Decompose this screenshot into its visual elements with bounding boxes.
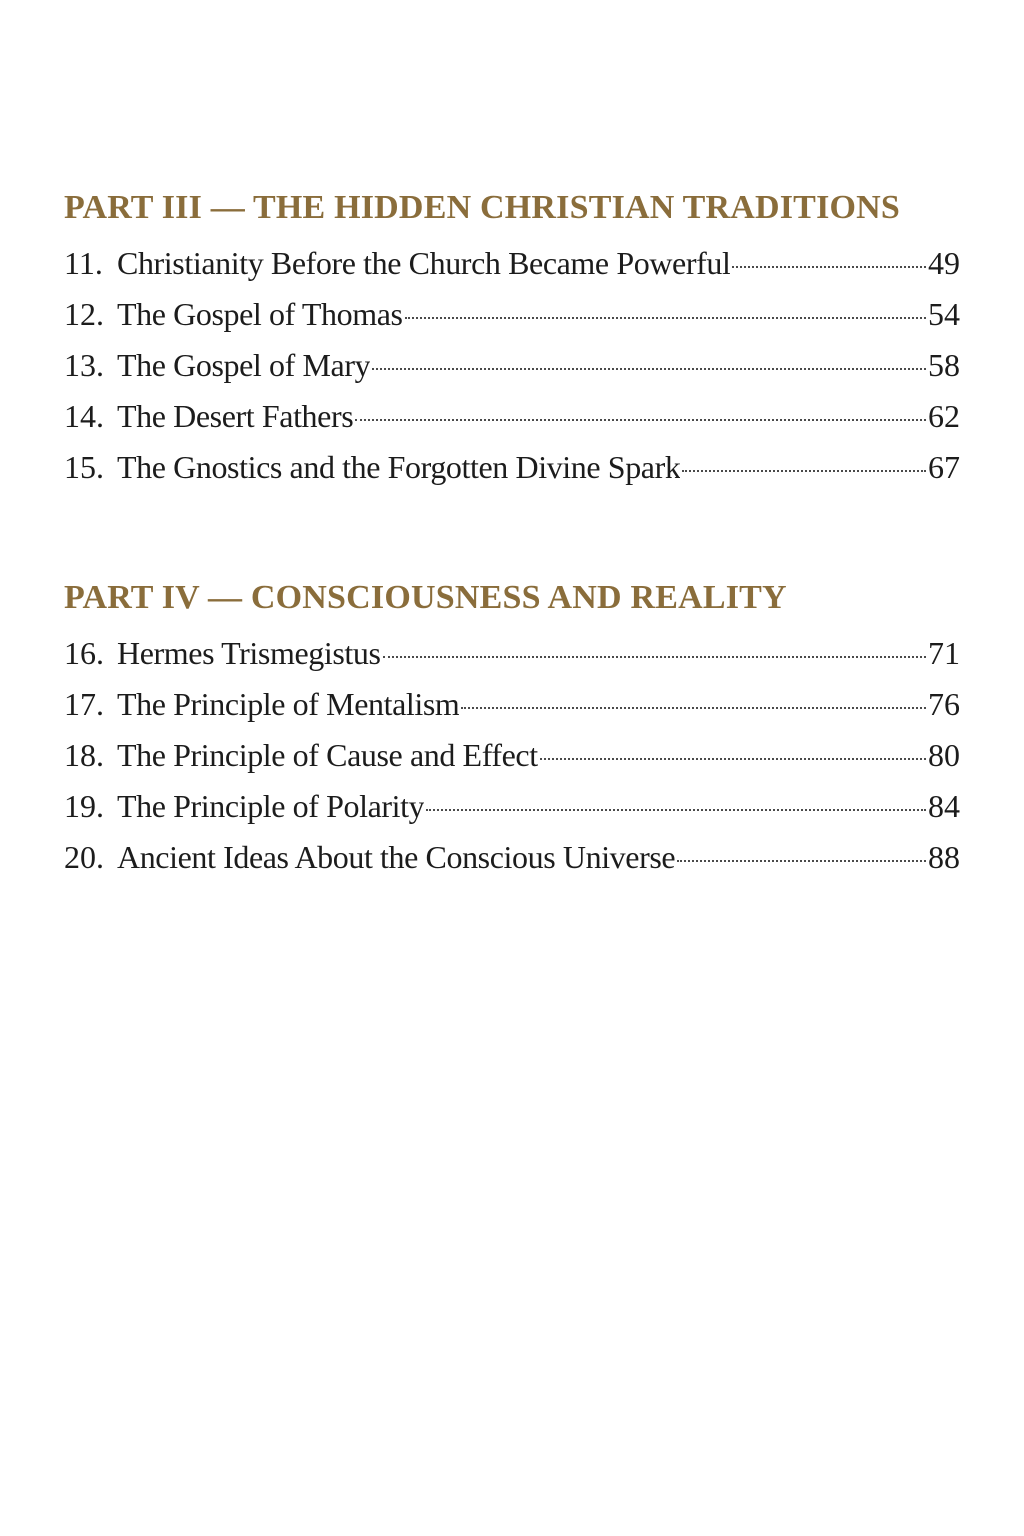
toc-part-iii [64, 186, 960, 493]
page-number: 54 [928, 296, 960, 332]
chapter-title: The Principle of Cause and Effect [117, 737, 538, 773]
dot-leader [732, 266, 926, 268]
chapter-number: 12. [64, 296, 104, 332]
chapter-number: 16. [64, 635, 104, 671]
page-number: 62 [928, 398, 960, 434]
chapter-number: 13. [64, 347, 104, 383]
page-number: 76 [928, 686, 960, 722]
page-number: 58 [928, 347, 960, 383]
page-number: 71 [928, 635, 960, 671]
toc-entry-20[interactable] [64, 832, 960, 883]
part-heading: PART III — THE HIDDEN CHRISTIAN TRADITIONS [64, 189, 901, 226]
chapter-title: The Principle of Mentalism [117, 686, 460, 722]
dot-leader [677, 860, 926, 862]
dot-leader [682, 470, 926, 472]
dot-leader [355, 419, 926, 421]
dot-leader [405, 317, 926, 319]
page-number: 80 [928, 737, 960, 773]
chapter-number: 14. [64, 398, 104, 434]
part-heading: PART IV — CONSCIOUSNESS AND REALITY [64, 579, 787, 616]
chapter-number: 19. [64, 788, 104, 824]
chapter-title: Ancient Ideas About the Conscious Universe [117, 839, 676, 875]
toc-part-iv [64, 576, 960, 883]
toc-list [64, 238, 960, 493]
chapter-number: 18. [64, 737, 104, 773]
toc-entry-19[interactable] [64, 781, 960, 832]
dot-leader [426, 809, 926, 811]
dot-leader [383, 656, 926, 658]
chapter-title: The Gospel of Mary [117, 347, 371, 383]
chapter-title: The Gospel of Thomas [117, 296, 403, 332]
chapter-number: 20. [64, 839, 104, 875]
page-number: 67 [928, 449, 960, 485]
chapter-title: The Principle of Polarity [117, 788, 425, 824]
toc-entry-14[interactable] [64, 391, 960, 442]
toc-entry-16[interactable] [64, 628, 960, 679]
toc-entry-15[interactable] [64, 442, 960, 493]
chapter-title: Hermes Trismegistus [117, 635, 381, 671]
page-number: 49 [928, 245, 960, 281]
dot-leader [461, 707, 926, 709]
toc-entry-11[interactable] [64, 238, 960, 289]
page-number: 88 [928, 839, 960, 875]
toc-entry-12[interactable] [64, 289, 960, 340]
toc-entry-18[interactable] [64, 730, 960, 781]
chapter-title: The Desert Fathers [117, 398, 354, 434]
dot-leader [372, 368, 926, 370]
toc-list [64, 628, 960, 883]
chapter-number: 11. [64, 245, 103, 281]
toc-entry-13[interactable] [64, 340, 960, 391]
page-number: 84 [928, 788, 960, 824]
chapter-number: 17. [64, 686, 104, 722]
toc-entry-17[interactable] [64, 679, 960, 730]
dot-leader [540, 758, 926, 760]
chapter-title: Christianity Before the Church Became Powerful [117, 245, 731, 281]
chapter-title: The Gnostics and the Forgotten Divine Spark [117, 449, 681, 485]
chapter-number: 15. [64, 449, 104, 485]
